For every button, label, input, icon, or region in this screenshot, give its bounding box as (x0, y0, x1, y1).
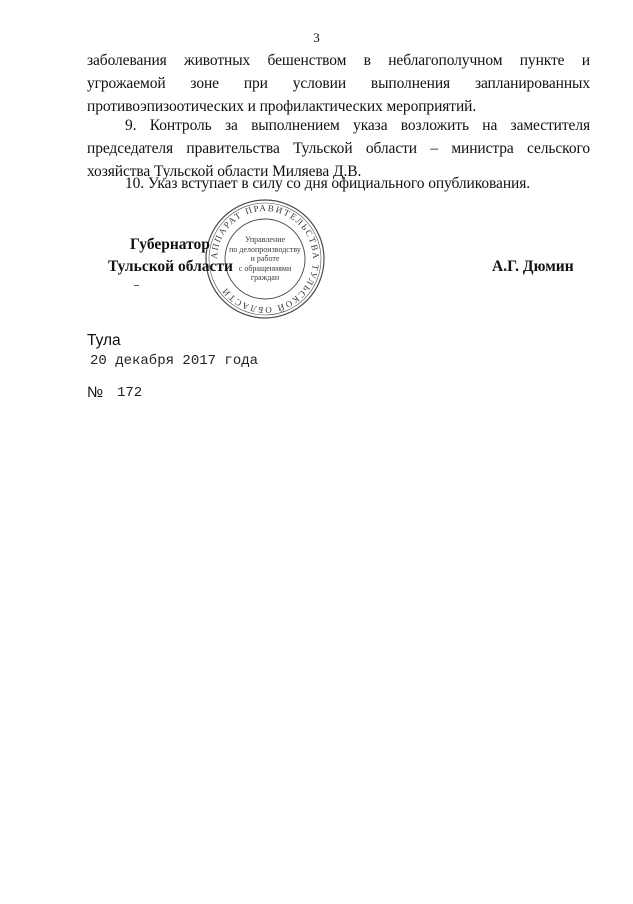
decree-number: 172 (117, 385, 143, 401)
stamp-inner-text (226, 235, 304, 283)
signatory-name: А.Г. Дюмин (492, 258, 574, 275)
stamp-line: граждан (250, 273, 280, 282)
stamp-ring-text: АППАРАТ ПРАВИТЕЛЬСТВА ТУЛЬСКОЙ ОБЛАСТИ (208, 202, 322, 316)
stamp-line: с обращениями (238, 263, 292, 273)
stamp-line: и работе (250, 254, 280, 263)
stamp-line: Управление (244, 235, 286, 244)
signatory-title-line-1: Губернатор (130, 236, 210, 253)
page-number: 3 (313, 30, 320, 45)
paragraph-item-9: 9. Контроль за выполнением указа возложить на заместителя председателя правительства Тульской области – министра сельского хозяйства Тульской области Миляева Д.В. (87, 117, 590, 180)
issue-date: 20 декабря 2017 года (90, 353, 259, 369)
pen-mark (134, 285, 139, 286)
signatory-title-line-2: Тульской области (108, 258, 233, 275)
number-sign: № (87, 384, 104, 401)
stamp-line: по делопроизводству (229, 244, 301, 254)
issue-city: Тула (87, 332, 121, 349)
paragraph-continuation: заболевания животных бешенством в неблагополучном пункте и угрожаемой зоне при условии выполнения запланированных противоэпизоотических и профилактических мероприятий. (87, 52, 590, 115)
paragraph-item-10: 10. Указ вступает в силу со дня официального опубликования. (125, 175, 531, 192)
